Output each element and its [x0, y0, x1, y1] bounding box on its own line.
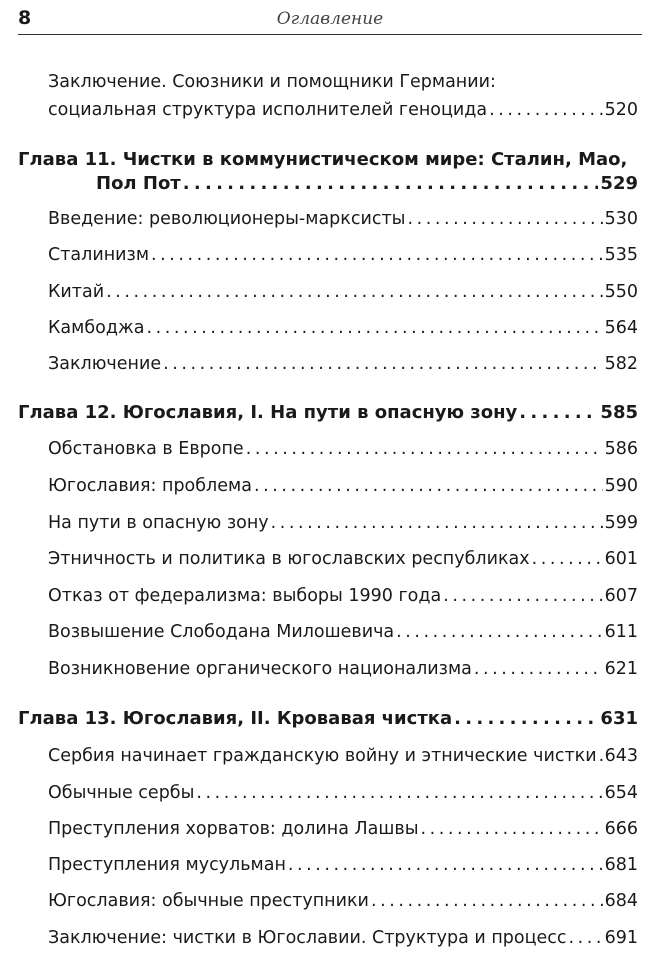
- header-title: Оглавление: [276, 9, 384, 29]
- toc-entry-title: Заключение: [48, 354, 162, 374]
- toc-entry-title: Югославия: проблема: [48, 476, 252, 496]
- toc-page-number: 582: [604, 354, 638, 374]
- toc-page-number: 601: [604, 549, 638, 569]
- chapter-title: Глава 11. Чистки в коммунистическом мире: Сталин, Мао,: [18, 149, 628, 170]
- chapter-page-number: 585: [600, 402, 638, 423]
- chapter-heading[interactable]: [18, 707, 638, 731]
- toc-entry[interactable]: [48, 781, 638, 805]
- dot-leader: [599, 744, 603, 768]
- dot-leader: [396, 620, 602, 644]
- toc-entry-title: Преступления мусульман: [48, 855, 286, 875]
- toc-entry-title: Камбоджа: [48, 318, 145, 338]
- toc-page-number: 681: [604, 855, 638, 875]
- toc-entry[interactable]: [48, 280, 638, 304]
- dot-leader: [454, 707, 598, 731]
- dot-leader: [407, 207, 602, 231]
- page-number: 8: [18, 7, 32, 29]
- toc-entry-title: Сталинизм: [48, 245, 150, 265]
- toc-entry[interactable]: [48, 98, 638, 122]
- toc-entry-title: Обстановка в Европе: [48, 439, 244, 459]
- dot-leader: [371, 889, 603, 913]
- chapter-heading[interactable]: [96, 172, 638, 196]
- toc-page-number: 586: [604, 439, 638, 459]
- toc-entry[interactable]: [48, 657, 638, 681]
- toc-entry[interactable]: [48, 511, 638, 535]
- chapter-title: Глава 13. Югославия, II. Кровавая чистка: [18, 708, 453, 729]
- dot-leader: [151, 243, 603, 267]
- toc-page-number: 607: [604, 586, 638, 606]
- toc-page-number: 599: [604, 513, 638, 533]
- toc-entry[interactable]: [48, 474, 638, 498]
- toc-page-number: 621: [604, 659, 638, 679]
- toc-entry-title: Заключение. Союзники и помощники Германии:: [48, 72, 496, 92]
- dot-leader: [421, 817, 603, 841]
- toc-page-number: 564: [604, 318, 638, 338]
- dot-leader: [271, 511, 603, 535]
- toc-entry-title: Сербия начинает гражданскую войну и этнические чистки: [48, 746, 597, 766]
- toc-entry[interactable]: [48, 547, 638, 571]
- toc-entry-title: Заключение: чистки в Югославии. Структура и процесс: [48, 928, 567, 948]
- dot-leader: [519, 401, 598, 425]
- dot-leader: [106, 280, 603, 304]
- toc-entry[interactable]: [48, 817, 638, 841]
- toc-entry[interactable]: [48, 316, 638, 340]
- toc-entry-title: Этничность и политика в югославских республиках: [48, 549, 530, 569]
- dot-leader: [246, 437, 603, 461]
- chapter-page-number: 529: [600, 173, 638, 194]
- chapter-heading-line1[interactable]: [18, 148, 627, 172]
- toc-entry[interactable]: [48, 584, 638, 608]
- toc-page-number: 550: [604, 282, 638, 302]
- toc-page-number: 643: [604, 746, 638, 766]
- chapter-title: Пол Пот: [96, 173, 181, 194]
- toc-entry-title: социальная структура исполнителей геноцида: [48, 100, 488, 120]
- toc-page-number: 611: [604, 622, 638, 642]
- toc-entry-title: Югославия: обычные преступники: [48, 891, 369, 911]
- toc-page-number: 520: [604, 100, 638, 120]
- toc-page-number: 666: [604, 819, 638, 839]
- toc-entry-title: Обычные сербы: [48, 783, 195, 803]
- chapter-heading[interactable]: [18, 401, 638, 425]
- toc-entry-title: Китай: [48, 282, 105, 302]
- toc-entry-title: Преступления хорватов: долина Лашвы: [48, 819, 419, 839]
- toc-entry[interactable]: [48, 437, 638, 461]
- toc-page-number: 684: [604, 891, 638, 911]
- toc-entry[interactable]: [48, 926, 638, 950]
- toc-entry-title: Возвышение Слободана Милошевича: [48, 622, 395, 642]
- toc-entry[interactable]: [48, 744, 638, 768]
- dot-leader: [443, 584, 602, 608]
- toc-entry[interactable]: [48, 853, 638, 877]
- toc-page-number: 530: [604, 209, 638, 229]
- chapter-page-number: 631: [600, 708, 638, 729]
- dot-leader: [288, 853, 603, 877]
- dot-leader: [146, 316, 602, 340]
- dot-leader: [163, 352, 602, 376]
- toc-entry[interactable]: [48, 352, 638, 376]
- toc-entry-title: Возникновение органического национализма: [48, 659, 472, 679]
- toc-entry[interactable]: [48, 889, 638, 913]
- toc-page-number: 590: [604, 476, 638, 496]
- dot-leader: [196, 781, 602, 805]
- toc-page-number: 535: [604, 245, 638, 265]
- dot-leader: [532, 547, 603, 571]
- toc-entry[interactable]: [48, 620, 638, 644]
- toc-entry-line1[interactable]: [48, 70, 638, 94]
- toc-page-number: 691: [604, 928, 638, 948]
- dot-leader: [254, 474, 603, 498]
- dot-leader: [474, 657, 603, 681]
- chapter-title: Глава 12. Югославия, I. На пути в опасную зону: [18, 402, 518, 423]
- running-header: [18, 4, 642, 35]
- toc-entry-title: На пути в опасную зону: [48, 513, 269, 533]
- dot-leader: [489, 98, 602, 122]
- toc-entry-title: Отказ от федерализма: выборы 1990 года: [48, 586, 442, 606]
- toc-entry[interactable]: [48, 207, 638, 231]
- dot-leader: [569, 926, 603, 950]
- dot-leader: [183, 172, 599, 196]
- toc-entry-title: Введение: революционеры-марксисты: [48, 209, 406, 229]
- toc-entry[interactable]: [48, 243, 638, 267]
- toc-page-number: 654: [604, 783, 638, 803]
